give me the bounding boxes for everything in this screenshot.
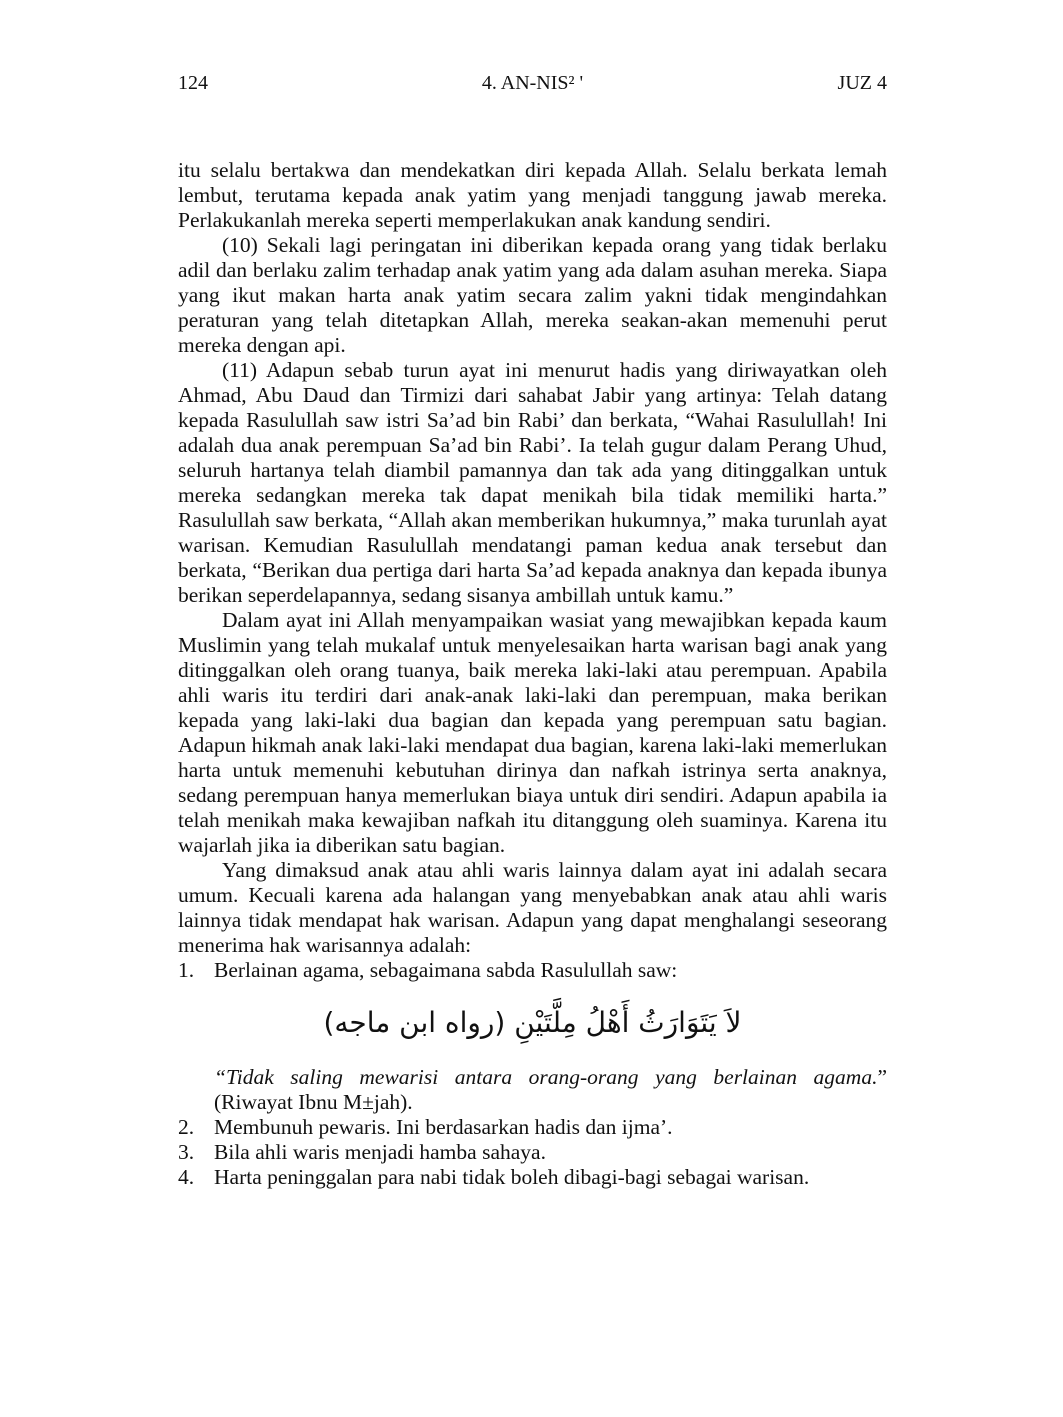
hadith-translation-italic: “Tidak saling mewarisi antara orang-orang yang berlainan agama. bbox=[214, 1065, 878, 1089]
list-text: Berlainan agama, sebagaimana sabda Rasulullah saw: bbox=[214, 958, 678, 982]
juz-label: JUZ 4 bbox=[837, 72, 887, 94]
list-number: 1. bbox=[178, 958, 195, 982]
paragraph-heir-obstacles: Yang dimaksud anak atau ahli waris lainnya dalam ayat ini adalah secara umum. Kecuali karena ada halangan yang menyebabkan anak atau ahli waris lainnya tidak mendapat hak warisan. Adapun yang dapat menghalangi seseorang menerima hak warisannya adalah: bbox=[178, 858, 887, 957]
paragraph-continuation: itu selalu bertakwa dan mendekatkan diri kepada Allah. Selalu berkata lemah lembut, terutama kepada anak yatim yang menjadi tanggung jawab mereka. Perlakukanlah mereka seperti memperlakukan anak kandung sendiri. bbox=[178, 158, 887, 232]
page-body bbox=[178, 158, 887, 1190]
page-number: 124 bbox=[178, 72, 208, 94]
list-item bbox=[178, 1115, 887, 1140]
obstacle-list-continued bbox=[178, 1115, 887, 1190]
list-item bbox=[178, 958, 887, 983]
page-header bbox=[178, 72, 887, 102]
list-item bbox=[178, 1165, 887, 1190]
list-text: Bila ahli waris menjadi hamba sahaya. bbox=[214, 1140, 546, 1164]
hadith-source: ” (Riwayat Ibnu M±jah). bbox=[214, 1065, 887, 1114]
paragraph-verse-11: (11) Adapun sebab turun ayat ini menurut hadis yang diriwayatkan oleh Ahmad, Abu Daud dan Tirmizi dari sahabat Jabir yang artinya: Telah datang kepada Rasulullah saw istri Sa’ad bin Rabi’ dan berkata, “Wahai Rasulullah! Ini adalah dua anak perempuan Sa’ad bin Rabi’. Ia telah gugur dalam Perang Uhud, seluruh hartanya telah diambil pamannya dan tak ada yang ditinggalkan untuk mereka sedangkan mereka tak dapat menikah bila tidak memiliki harta.” Rasulullah saw berkata, “Allah akan memberikan hukumnya,” maka turunlah ayat warisan. Kemudian Rasulullah mendatangi paman kedua anak tersebut dan berkata, “Berikan dua pertiga dari harta Sa’ad kepada anaknya dan kepada ibunya berikan seperdelapannya, sedang sisanya ambillah untuk kamu.” bbox=[178, 358, 887, 607]
chapter-title: 4. AN-NIS² ' bbox=[481, 72, 584, 94]
paragraph-verse-10: (10) Sekali lagi peringatan ini diberikan kepada orang yang tidak berlaku adil dan berlaku zalim terhadap anak yatim yang ada dalam asuhan mereka. Siapa yang ikut makan harta anak yatim secara zalim yakni tidak mengindahkan peraturan yang telah ditetapkan Allah, mereka seakan-akan memenuhi perut mereka dengan api. bbox=[178, 233, 887, 357]
list-item bbox=[178, 1140, 887, 1165]
paragraph-inheritance-wisdom: Dalam ayat ini Allah menyampaikan wasiat yang mewajibkan kepada kaum Muslimin yang telah mukalaf untuk menyelesaikan harta warisan bagi anak yang ditinggalkan oleh orang tuanya, baik mereka laki-laki atau perempuan. Apabila ahli waris itu terdiri dari anak-anak laki-laki dan perempuan, maka berikan kepada yang laki-laki dua bagian dan kepada yang perempuan satu bagian. Adapun hikmah anak laki-laki mendapat dua bagian, karena laki-laki memerlukan harta untuk memenuhi kebutuhan dirinya dan nafkah istrinya serta anaknya, sedang perempuan hanya memerlukan biaya untuk diri sendiri. Adapun apabila ia telah menikah maka kewajiban nafkah itu ditanggung oleh suaminya. Karena itu wajarlah jika ia diberikan satu bagian. bbox=[178, 608, 887, 857]
hadith-arabic: لاَ يَتَوَارَثُ أَهْلُ مِلَّتَيْنِ (رواه ابن ماجه) bbox=[323, 1006, 742, 1039]
list-number: 4. bbox=[178, 1165, 195, 1189]
list-number: 2. bbox=[178, 1115, 195, 1139]
list-text: Harta peninggalan para nabi tidak boleh dibagi-bagi sebagai warisan. bbox=[214, 1165, 810, 1189]
hadith-translation bbox=[178, 1065, 887, 1115]
list-text: Membunuh pewaris. Ini berdasarkan hadis dan ijma’. bbox=[214, 1115, 673, 1139]
obstacle-list bbox=[178, 958, 887, 983]
list-number: 3. bbox=[178, 1140, 195, 1164]
